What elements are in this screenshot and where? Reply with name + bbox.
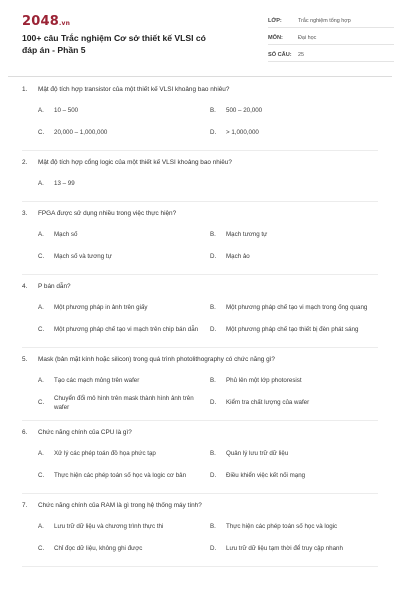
question-number: 3. bbox=[22, 209, 28, 217]
answer-option[interactable] bbox=[38, 173, 210, 195]
answer-option[interactable] bbox=[38, 443, 210, 465]
answer-option[interactable] bbox=[38, 122, 210, 144]
option-text: Quản lý lưu trữ dữ liệu bbox=[226, 450, 289, 458]
option-letter: A. bbox=[38, 304, 44, 312]
option-letter: A. bbox=[38, 377, 44, 385]
site-logo[interactable] bbox=[22, 14, 70, 29]
meta-key: SỐ CÂU: bbox=[268, 51, 292, 58]
document-title: 100+ câu Trắc nghiệm Cơ sở thiết kế VLSI có đáp án - Phần 5 bbox=[22, 33, 206, 55]
option-text: Một phương pháp in ảnh trên giấy bbox=[54, 304, 148, 312]
option-letter: B. bbox=[210, 450, 216, 458]
answer-options bbox=[22, 173, 378, 195]
option-letter: D. bbox=[210, 129, 217, 137]
option-text: Tạo các mạch mỏng trên wafer bbox=[54, 377, 140, 385]
answer-option[interactable] bbox=[210, 538, 382, 560]
answer-options bbox=[22, 297, 378, 341]
question-text: Mật độ tích hợp transistor của một thiết kế VLSI khoảng bao nhiêu? bbox=[38, 85, 230, 93]
meta-row-class bbox=[268, 14, 394, 28]
question-number: 7. bbox=[22, 501, 28, 509]
option-text: Thực hiện các phép toán số học và logic bbox=[226, 523, 338, 531]
answer-option[interactable] bbox=[38, 392, 210, 414]
option-letter: B. bbox=[210, 523, 216, 531]
answer-option[interactable] bbox=[38, 319, 210, 341]
question-text: P bán dẫn? bbox=[38, 282, 71, 290]
question-text: Chức năng chính của CPU là gì? bbox=[38, 428, 132, 436]
question-item bbox=[22, 82, 378, 151]
question-header bbox=[22, 206, 378, 220]
option-letter: D. bbox=[210, 472, 217, 480]
meta-row-subject bbox=[268, 31, 394, 45]
document-meta bbox=[268, 14, 394, 65]
option-letter: C. bbox=[38, 326, 45, 334]
answer-option[interactable] bbox=[38, 297, 210, 319]
answer-option[interactable] bbox=[210, 516, 382, 538]
option-letter: B. bbox=[210, 107, 216, 115]
question-item bbox=[22, 279, 378, 348]
option-letter: C. bbox=[38, 129, 45, 137]
logo-main: 2048 bbox=[22, 14, 59, 29]
answer-option[interactable] bbox=[38, 465, 210, 487]
question-number: 5. bbox=[22, 355, 28, 363]
question-number: 2. bbox=[22, 158, 28, 166]
option-letter: A. bbox=[38, 107, 44, 115]
option-letter: C. bbox=[38, 399, 45, 407]
question-item bbox=[22, 206, 378, 275]
header-divider bbox=[8, 76, 392, 77]
question-text: Chức năng chính của RAM là gì trong hệ thống máy tính? bbox=[38, 501, 202, 509]
answer-option[interactable] bbox=[210, 319, 382, 341]
question-list bbox=[22, 78, 378, 567]
question-divider bbox=[22, 493, 378, 494]
question-header bbox=[22, 82, 378, 96]
question-divider bbox=[22, 201, 378, 202]
meta-row-count bbox=[268, 48, 394, 62]
option-text: Mạch số bbox=[54, 231, 78, 239]
question-header bbox=[22, 498, 378, 512]
answer-option[interactable] bbox=[38, 224, 210, 246]
question-header bbox=[22, 352, 378, 366]
answer-options bbox=[22, 224, 378, 268]
option-letter: A. bbox=[38, 450, 44, 458]
option-text: Lưu trữ dữ liệu và chương trình thực thi bbox=[54, 523, 164, 531]
option-text: Một phương pháp chế tạo thiết bị đèn phát sáng bbox=[226, 326, 359, 334]
question-item bbox=[22, 425, 378, 494]
option-text: Một phương pháp chế tạo vi mạch trên chip bán dẫn bbox=[54, 326, 199, 334]
option-letter: B. bbox=[210, 377, 216, 385]
question-item bbox=[22, 352, 378, 421]
option-text: Mạch số và tương tự bbox=[54, 253, 112, 261]
option-text: Mạch tương tự bbox=[226, 231, 268, 239]
option-letter: C. bbox=[38, 472, 45, 480]
question-divider bbox=[22, 420, 378, 421]
option-letter: C. bbox=[38, 545, 45, 553]
question-text: FPGA được sử dụng nhiều trong việc thực hiện? bbox=[38, 209, 177, 217]
option-letter: B. bbox=[210, 231, 216, 239]
meta-key: LỚP: bbox=[268, 17, 282, 24]
question-header bbox=[22, 279, 378, 293]
option-text: Điều khiển việc kết nối mạng bbox=[226, 472, 306, 480]
option-letter: A. bbox=[38, 523, 44, 531]
answer-option[interactable] bbox=[210, 297, 382, 319]
option-letter: D. bbox=[210, 326, 217, 334]
option-text: > 1,000,000 bbox=[226, 129, 259, 137]
option-text: 20,000 – 1,000,000 bbox=[54, 129, 108, 137]
question-text: Mask (bản mặt kính hoặc silicon) trong quá trình photolithography có chức năng gì? bbox=[38, 355, 275, 363]
answer-options bbox=[22, 100, 378, 144]
answer-option[interactable] bbox=[210, 122, 382, 144]
logo-suffix: .vn bbox=[58, 20, 71, 27]
option-text: 500 – 20,000 bbox=[226, 107, 263, 115]
answer-option[interactable] bbox=[210, 100, 382, 122]
option-letter: C. bbox=[38, 253, 45, 261]
option-text: Lưu trữ dữ liệu tạm thời để truy cập nhanh bbox=[226, 545, 343, 553]
question-item bbox=[22, 155, 378, 202]
meta-key: MÔN: bbox=[268, 34, 283, 41]
question-number: 6. bbox=[22, 428, 28, 436]
question-header bbox=[22, 155, 378, 169]
answer-option[interactable] bbox=[210, 370, 382, 392]
question-number: 1. bbox=[22, 85, 28, 93]
option-text: Phủ lên một lớp photoresist bbox=[226, 377, 302, 385]
option-text: 13 – 99 bbox=[54, 180, 75, 188]
question-divider bbox=[22, 150, 378, 151]
option-text: 10 – 500 bbox=[54, 107, 79, 115]
option-letter: A. bbox=[38, 231, 44, 239]
option-text: Chỉ đọc dữ liệu, không ghi được bbox=[54, 545, 143, 553]
answer-option[interactable] bbox=[210, 465, 382, 487]
answer-option[interactable] bbox=[210, 246, 382, 268]
answer-options bbox=[22, 443, 378, 487]
answer-options bbox=[22, 516, 378, 560]
question-header bbox=[22, 425, 378, 439]
question-divider bbox=[22, 347, 378, 348]
question-text: Mật độ tích hợp cổng logic của một thiết kế VLSI khoảng bao nhiêu? bbox=[38, 158, 232, 166]
answer-option[interactable] bbox=[210, 224, 382, 246]
option-text: Chuyển đổi mô hình trên mask thành hình ảnh trên wafer bbox=[54, 394, 194, 411]
answer-option[interactable] bbox=[38, 100, 210, 122]
option-letter: D. bbox=[210, 399, 217, 407]
answer-option[interactable] bbox=[38, 246, 210, 268]
answer-option[interactable] bbox=[38, 516, 210, 538]
answer-options bbox=[22, 370, 378, 414]
answer-option[interactable] bbox=[38, 370, 210, 392]
meta-value: Đại học bbox=[298, 34, 317, 41]
meta-value: 25 bbox=[298, 51, 304, 58]
answer-option[interactable] bbox=[38, 538, 210, 560]
answer-option[interactable] bbox=[210, 443, 382, 465]
question-divider bbox=[22, 566, 378, 567]
option-letter: A. bbox=[38, 180, 44, 188]
option-letter: D. bbox=[210, 545, 217, 553]
question-divider bbox=[22, 274, 378, 275]
meta-value: Trắc nghiệm tổng hợp bbox=[298, 17, 351, 24]
option-letter: B. bbox=[210, 304, 216, 312]
option-text: Xử lý các phép toán đồ họa phức tạp bbox=[54, 450, 156, 458]
question-number: 4. bbox=[22, 282, 28, 290]
answer-option[interactable] bbox=[210, 392, 382, 414]
option-text: Kiểm tra chất lượng của wafer bbox=[226, 399, 310, 407]
option-letter: D. bbox=[210, 253, 217, 261]
document-header bbox=[14, 0, 386, 76]
option-text: Một phương pháp chế tạo vi mạch trong ống quang bbox=[226, 304, 368, 312]
option-text: Thực hiện các phép toán số học và logic cơ bản bbox=[54, 472, 187, 480]
option-text: Mạch ảo bbox=[226, 253, 250, 261]
question-item bbox=[22, 498, 378, 567]
